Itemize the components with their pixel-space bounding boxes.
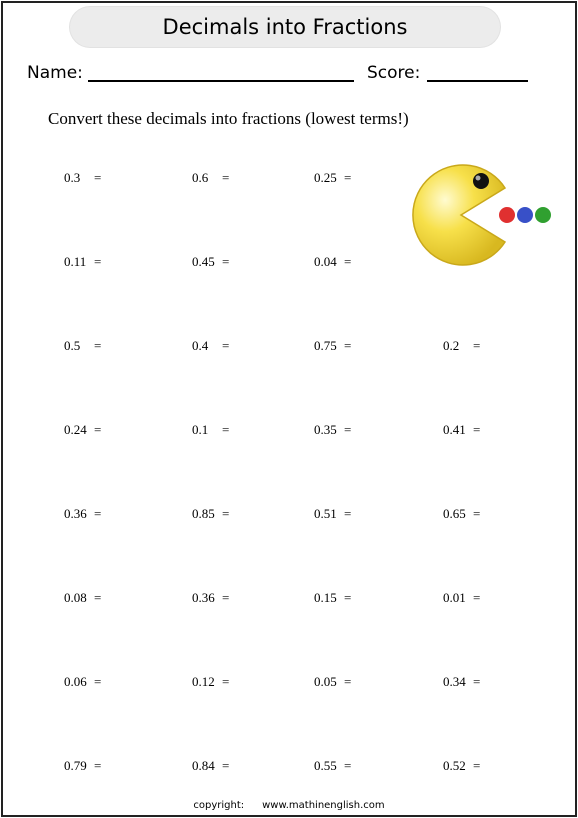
decimal-value: 0.3 (64, 170, 81, 185)
equals-sign: = (94, 338, 102, 353)
decimal-value: 0.15 (314, 590, 337, 605)
problem-item (192, 674, 229, 690)
green-dot-icon (535, 207, 551, 223)
decimal-value: 0.35 (314, 422, 337, 437)
equals-sign: = (344, 254, 352, 269)
decimal-value: 0.79 (64, 758, 87, 773)
score-label: Score: (367, 63, 421, 83)
equals-sign: = (94, 506, 102, 521)
problem-item (192, 422, 229, 438)
decimal-value: 0.5 (64, 338, 81, 353)
equals-sign: = (94, 170, 102, 185)
title-banner (70, 7, 500, 47)
decimal-value: 0.06 (64, 674, 87, 689)
decimal-value: 0.36 (192, 590, 215, 605)
equals-sign: = (94, 422, 102, 437)
equals-sign: = (473, 674, 481, 689)
name-label: Name: (27, 63, 83, 83)
problem-item (192, 506, 229, 522)
problem-item (64, 338, 101, 354)
problem-item (443, 338, 480, 354)
decimal-value: 0.05 (314, 674, 337, 689)
problem-item (64, 170, 101, 186)
equals-sign: = (94, 590, 102, 605)
footer (0, 800, 578, 811)
problem-item (64, 422, 101, 438)
equals-sign: = (344, 506, 352, 521)
problem-item (314, 758, 351, 774)
decimal-value: 0.12 (192, 674, 215, 689)
problem-item (192, 758, 229, 774)
equals-sign: = (222, 170, 230, 185)
decimal-value: 0.36 (64, 506, 87, 521)
problem-item (192, 590, 229, 606)
decimal-value: 0.4 (192, 338, 209, 353)
equals-sign: = (222, 758, 230, 773)
score-field[interactable] (427, 80, 528, 82)
problem-item (64, 758, 101, 774)
problem-item (314, 506, 351, 522)
problem-item (64, 590, 101, 606)
equals-sign: = (222, 506, 230, 521)
instructions: Convert these decimals into fractions (lowest terms!) (48, 109, 409, 128)
decimal-value: 0.52 (443, 758, 466, 773)
problem-item (443, 422, 480, 438)
problem-item (314, 590, 351, 606)
decimal-value: 0.2 (443, 338, 460, 353)
red-dot-icon (499, 207, 515, 223)
decimal-value: 0.85 (192, 506, 215, 521)
decimal-value: 0.75 (314, 338, 337, 353)
problem-item (314, 254, 351, 270)
equals-sign: = (94, 674, 102, 689)
problem-item (64, 674, 101, 690)
decimal-value: 0.01 (443, 590, 466, 605)
equals-sign: = (344, 674, 352, 689)
site-link[interactable]: www.mathinenglish.com (262, 800, 385, 811)
problem-item (314, 674, 351, 690)
decimal-value: 0.65 (443, 506, 466, 521)
equals-sign: = (473, 758, 481, 773)
decimal-value: 0.41 (443, 422, 466, 437)
equals-sign: = (222, 422, 230, 437)
problem-item (192, 338, 229, 354)
decimal-value: 0.51 (314, 506, 337, 521)
decimal-value: 0.84 (192, 758, 215, 773)
equals-sign: = (222, 590, 230, 605)
equals-sign: = (473, 590, 481, 605)
problem-item (64, 506, 101, 522)
equals-sign: = (94, 758, 102, 773)
problem-item (192, 254, 229, 270)
name-field[interactable] (88, 80, 354, 82)
problem-item (443, 758, 480, 774)
decimal-value: 0.45 (192, 254, 215, 269)
equals-sign: = (473, 338, 481, 353)
equals-sign: = (473, 422, 481, 437)
equals-sign: = (473, 506, 481, 521)
decimal-value: 0.08 (64, 590, 87, 605)
equals-sign: = (222, 338, 230, 353)
problem-item (314, 170, 351, 186)
problem-item (64, 254, 101, 270)
decimal-value: 0.04 (314, 254, 337, 269)
equals-sign: = (344, 758, 352, 773)
equals-sign: = (222, 254, 230, 269)
problem-item (314, 422, 351, 438)
equals-sign: = (222, 674, 230, 689)
decimal-value: 0.55 (314, 758, 337, 773)
equals-sign: = (344, 338, 352, 353)
problem-item (443, 590, 480, 606)
copyright-label: copyright: (193, 800, 245, 811)
decimal-value: 0.24 (64, 422, 87, 437)
decimal-value: 0.34 (443, 674, 466, 689)
equals-sign: = (94, 254, 102, 269)
decimal-value: 0.6 (192, 170, 209, 185)
decimal-value: 0.11 (64, 254, 87, 269)
problem-item (443, 674, 480, 690)
decimal-value: 0.25 (314, 170, 337, 185)
equals-sign: = (344, 590, 352, 605)
page-title: Decimals into Fractions (162, 15, 408, 39)
equals-sign: = (344, 170, 352, 185)
equals-sign: = (344, 422, 352, 437)
decimal-value: 0.1 (192, 422, 209, 437)
problem-item (192, 170, 229, 186)
problem-item (314, 338, 351, 354)
problem-item (443, 506, 480, 522)
blue-dot-icon (517, 207, 533, 223)
pacman-icon (412, 160, 552, 270)
